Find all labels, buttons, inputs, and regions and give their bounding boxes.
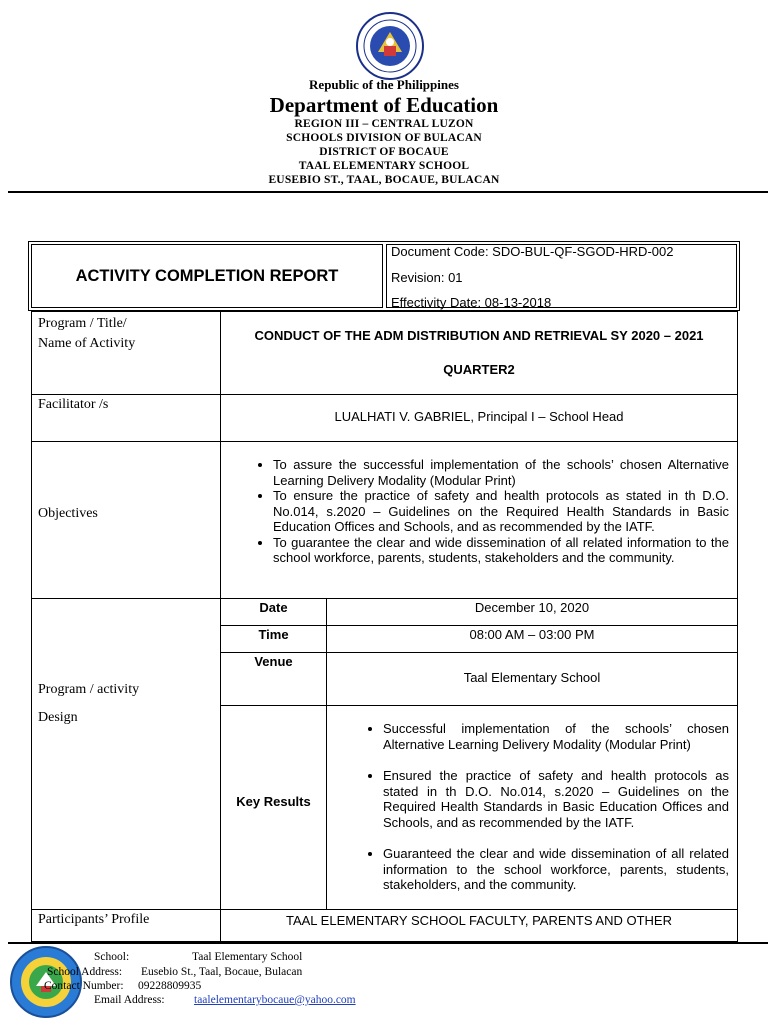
objectives-label: Objectives [32, 442, 221, 598]
footer-email-link[interactable]: taalelementarybocaue@yahoo.com [194, 994, 356, 1006]
key-results-content [327, 706, 737, 910]
key-results-list [327, 721, 737, 893]
district-line: DISTRICT OF BOCAUE [319, 146, 449, 158]
date-value: December 10, 2020 [327, 599, 737, 626]
key-results-label: Key Results [221, 706, 327, 910]
program-title-line1: CONDUCT OF THE ADM DISTRIBUTION AND RETRIEVAL SY 2020 – 2021 [254, 328, 704, 343]
program-row [31, 311, 738, 395]
facilitator-label: Facilitator /s [32, 395, 221, 441]
revision: Revision: 01 [391, 270, 463, 285]
objective-item: • To guarantee the clear and wide dissemination of all related information to the school workforce, parents, students, stakeholders and the community. [273, 535, 729, 566]
document-info [386, 244, 737, 308]
report-title: ACTIVITY COMPLETION REPORT [31, 244, 383, 308]
objectives-list [221, 457, 737, 566]
design-content [221, 599, 737, 909]
footer-address-value: Eusebio St., Taal, Bocaue, Bulacan [141, 966, 303, 978]
republic-label: Republic of the Philippines [309, 77, 459, 92]
footer-contact-value: 09228809935 [138, 980, 202, 992]
facilitator-value: LUALHATI V. GABRIEL, Principal I – School Head [334, 409, 624, 424]
footer-address-label: School Address: [47, 966, 123, 978]
facilitator-row [31, 395, 738, 442]
design-label-line1: Program / activity [38, 682, 140, 697]
venue-label: Venue [221, 653, 327, 706]
footer-contact-label: Contact Number: [44, 980, 124, 992]
effectivity-date: Effectivity Date: 08-13-2018 [391, 295, 552, 310]
program-title [221, 312, 737, 394]
date-label: Date [221, 599, 327, 626]
participants-value: TAAL ELEMENTARY SCHOOL FACULTY, PARENTS AND OTHER [285, 913, 672, 928]
footer-email-label: Email Address: [94, 994, 165, 1006]
deped-seal-icon [356, 12, 424, 80]
design-label-line2: Design [38, 710, 78, 725]
region-line: REGION III – CENTRAL LUZON [294, 118, 474, 130]
department-title: Department of Education [269, 93, 499, 117]
program-label: Program / Title/ Name of Activity [32, 312, 221, 394]
program-title-line2: QUARTER2 [443, 362, 515, 377]
participants-label: Participants’ Profile [32, 910, 221, 941]
document-code: Document Code: SDO-BUL-QF-SGOD-HRD-002 [391, 244, 674, 259]
key-result-item: • Successful implementation of the schools’ chosen Alternative Learning Delivery Modality (Modular Print) [383, 721, 729, 752]
objectives-row [31, 442, 738, 599]
objective-item: • To ensure the practice of safety and health protocols as stated in th D.O. No.014, s.2020 – Guidelines on the Required Health Standards in Basic Education Offices and Schools, and as recommended by the IATF. [273, 488, 729, 535]
footer-school-value: Taal Elementary School [192, 951, 303, 963]
footer-divider [8, 942, 768, 944]
venue-value: Taal Elementary School [327, 653, 737, 706]
participants-row [31, 910, 738, 942]
key-result-item: • Ensured the practice of safety and health protocols as stated in th D.O. No.014, s.2020 – Guidelines on the Required Health Standards in Basic Education Offices and Schools, and as recommended by the IATF. [383, 768, 729, 830]
objective-item: • To assure the successful implementation of the schools’ chosen Alternative Learning Delivery Modality (Modular Print) [273, 457, 729, 488]
school-line: TAAL ELEMENTARY SCHOOL [298, 160, 470, 172]
time-label: Time [221, 626, 327, 653]
address-line: EUSEBIO ST., TAAL, BOCAUE, BULACAN [268, 174, 500, 186]
key-result-item: • Guaranteed the clear and wide dissemination of all related information to the school workforce, parents, students, stakeholders, and the community. [383, 846, 729, 893]
footer-school-label: School: [94, 951, 130, 963]
design-row [31, 599, 738, 910]
objectives-content [221, 442, 737, 598]
header-divider [8, 191, 768, 193]
division-line: SCHOOLS DIVISION OF BULACAN [286, 132, 482, 144]
design-label [32, 599, 221, 909]
time-value: 08:00 AM – 03:00 PM [327, 626, 737, 653]
